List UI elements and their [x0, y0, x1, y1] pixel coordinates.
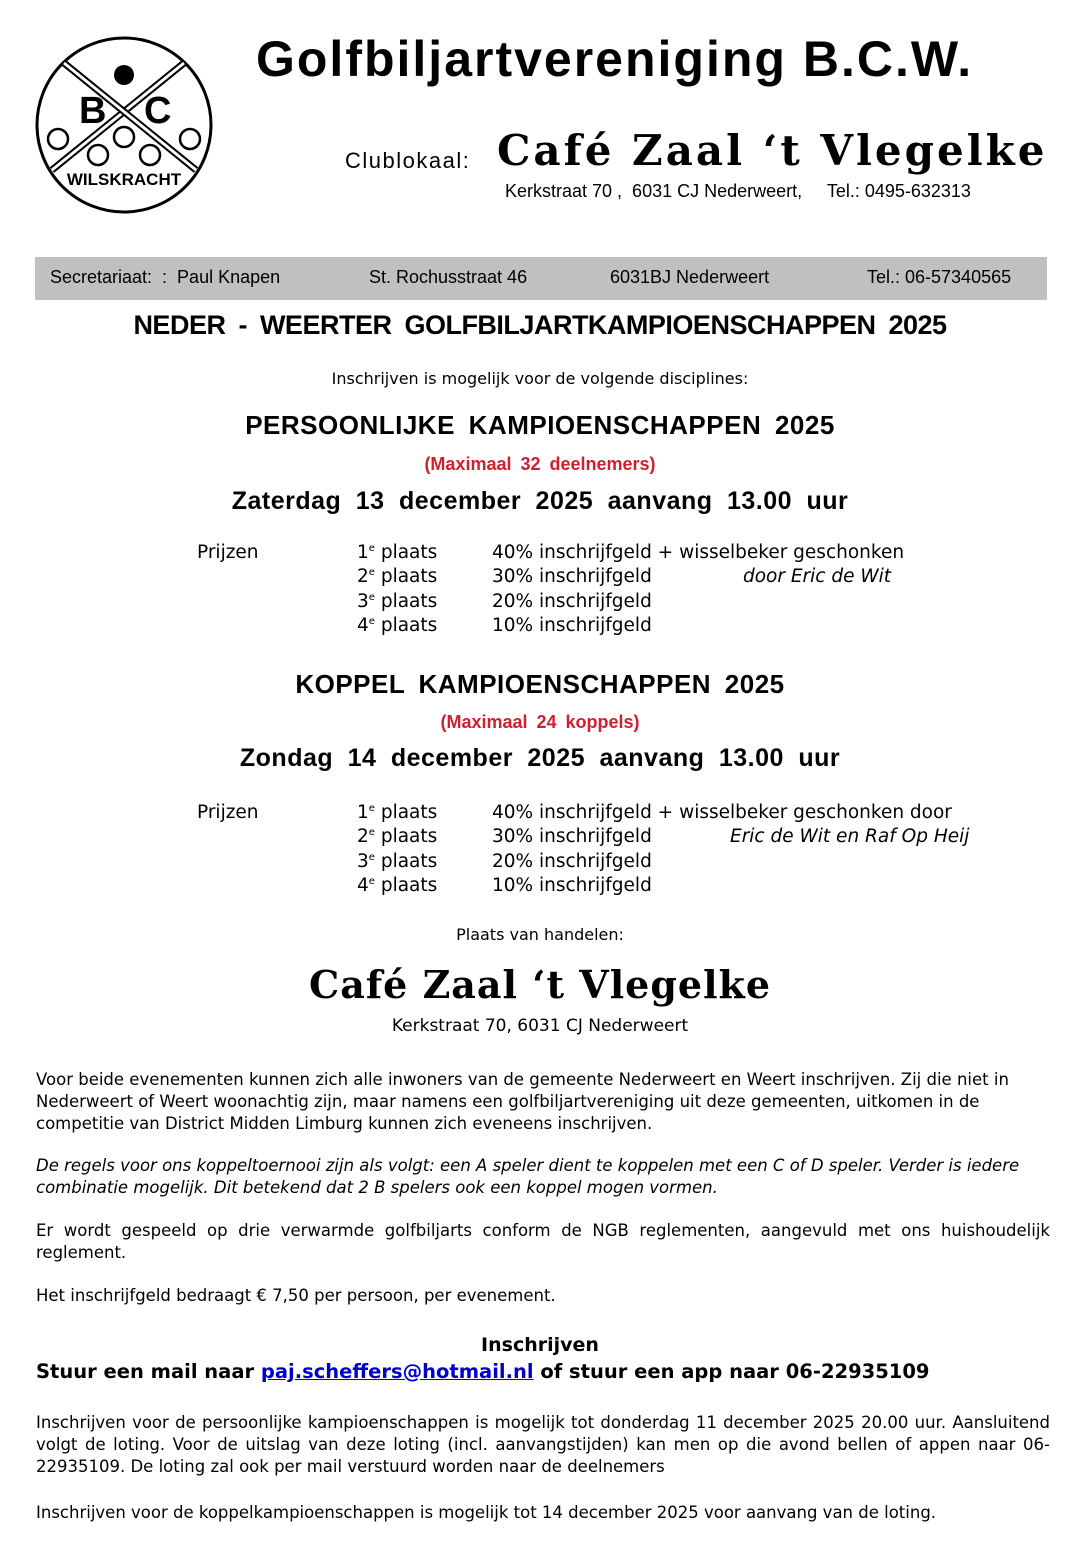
prizes-label: Prijzen: [197, 802, 259, 823]
prize-list-pairs: Prijzen 1e plaats 40% inschrijfgeld + wisselbeker geschonken door 2e plaats 30% inschrijfgeld Eric de Wit en Raf Op Heij 3e plaats 20% inschrijfgeld 4e plaats 10% inschrijfgeld: [197, 802, 970, 896]
event-title-personal: PERSOONLIJKE KAMPIOENSCHAPPEN 2025: [245, 410, 835, 440]
email-link[interactable]: paj.scheffers@hotmail.nl: [260, 1360, 534, 1383]
prizes-label: Prijzen: [197, 542, 259, 563]
pairs-deadline-paragraph: Inschrijven voor de koppelkampioenschappen is mogelijk tot 14 december 2025 voor aanvang van de loting.: [36, 1503, 937, 1522]
event-date-personal: Zaterdag 13 december 2025 aanvang 13.00 uur: [231, 487, 849, 515]
logo-letter-b: B: [79, 90, 107, 132]
venue-name: Café Zaal ‘t Vlegelke: [308, 962, 772, 1007]
logo-motto: WILSKRACHT: [66, 170, 182, 189]
registration-heading: Inschrijven: [481, 1334, 599, 1356]
prize-donor-note: Eric de Wit en Raf Op Heij: [730, 826, 970, 847]
pair-rules-paragraph: De regels voor ons koppeltoernooi zijn als volgt: een A speler dient te koppelen met een C of D speler. Verder is iedere combinatie mogelijk. Dit betekend dat 2 B spelers ook een koppel mogen vormen.: [36, 1156, 1020, 1197]
event-title-pairs: KOPPEL KAMPIOENSCHAPPEN 2025: [295, 669, 785, 699]
club-address: Kerkstraat 70 , 6031 CJ Nederweert, Tel.: 0495-632313: [505, 181, 971, 201]
club-venue-name: Café Zaal ‘t Vlegelke: [497, 126, 1048, 175]
secretariat-bar: [35, 257, 1047, 300]
black-ball-icon: [114, 65, 134, 85]
event-limit-personal: (Maximaal 32 deelnemers): [424, 454, 656, 474]
tables-paragraph: Er wordt gespeeld op drie verwarmde golfbiljarts conform de NGB reglementen, aangevuld met ons huishoudelijk reglement.: [36, 1221, 1050, 1262]
main-title: NEDER - WEERTER GOLFBILJARTKAMPIOENSCHAPPEN 2025: [133, 310, 947, 340]
personal-deadline-paragraph: Inschrijven voor de persoonlijke kampioenschappen is mogelijk tot donderdag 11 december 2025 20.00 uur. Aansluitend volgt de loting. Voor de uitslag van deze loting (incl. aanvangstijden) kan men op die avond bellen of appen naar 06-22935109. De loting zal ook per mail verstuurd worden naar de deelnemers: [36, 1413, 1050, 1476]
event-date-pairs: Zondag 14 december 2025 aanvang 13.00 uur: [239, 744, 841, 772]
logo-letter-c: C: [144, 90, 172, 132]
registration-contact-line: Stuur een mail naar paj.scheffers@hotmail.nl of stuur een app naar 06-22935109: [36, 1360, 930, 1383]
intro-text: Inschrijven is mogelijk voor de volgende disciplines:: [331, 369, 749, 388]
secretariat-street: St. Rochusstraat 46: [369, 267, 528, 287]
club-title: Golfbiljartvereniging B.C.W.: [256, 31, 974, 87]
event-limit-pairs: (Maximaal 24 koppels): [440, 712, 640, 732]
club-logo: [34, 35, 214, 215]
secretariat-city: 6031BJ Nederweert: [610, 267, 770, 287]
fee-paragraph: Het inschrijfgeld bedraagt € 7,50 per persoon, per evenement.: [36, 1286, 556, 1305]
prize-list-personal: Prijzen 1e plaats 40% inschrijfgeld + wisselbeker geschonken 2e plaats 30% inschrijfgeld door Eric de Wit 3e plaats 20% inschrijfgeld 4e plaats 10% inschrijfgeld: [197, 542, 905, 636]
prize-donor-note: door Eric de Wit: [743, 566, 892, 587]
venue-address: Kerkstraat 70, 6031 CJ Nederweert: [391, 1016, 689, 1036]
secretariat-contact: Secretariaat: : Paul Knapen: [50, 267, 281, 287]
eligibility-paragraph: Voor beide evenementen kunnen zich alle inwoners van de gemeente Nederweert en Weert inschrijven. Zij die niet in Nederweert of Weert woonachtig zijn, maar namens een golfbiljartvereniging uit deze gemeenten, uitkomen in de competitie van District Midden Limburg kunnen zich eveneens inschrijven.: [36, 1070, 1009, 1133]
venue-label: Plaats van handelen:: [456, 925, 624, 944]
club-label: Clublokaal:: [345, 148, 471, 173]
secretariat-phone: Tel.: 06-57340565: [867, 267, 1012, 287]
